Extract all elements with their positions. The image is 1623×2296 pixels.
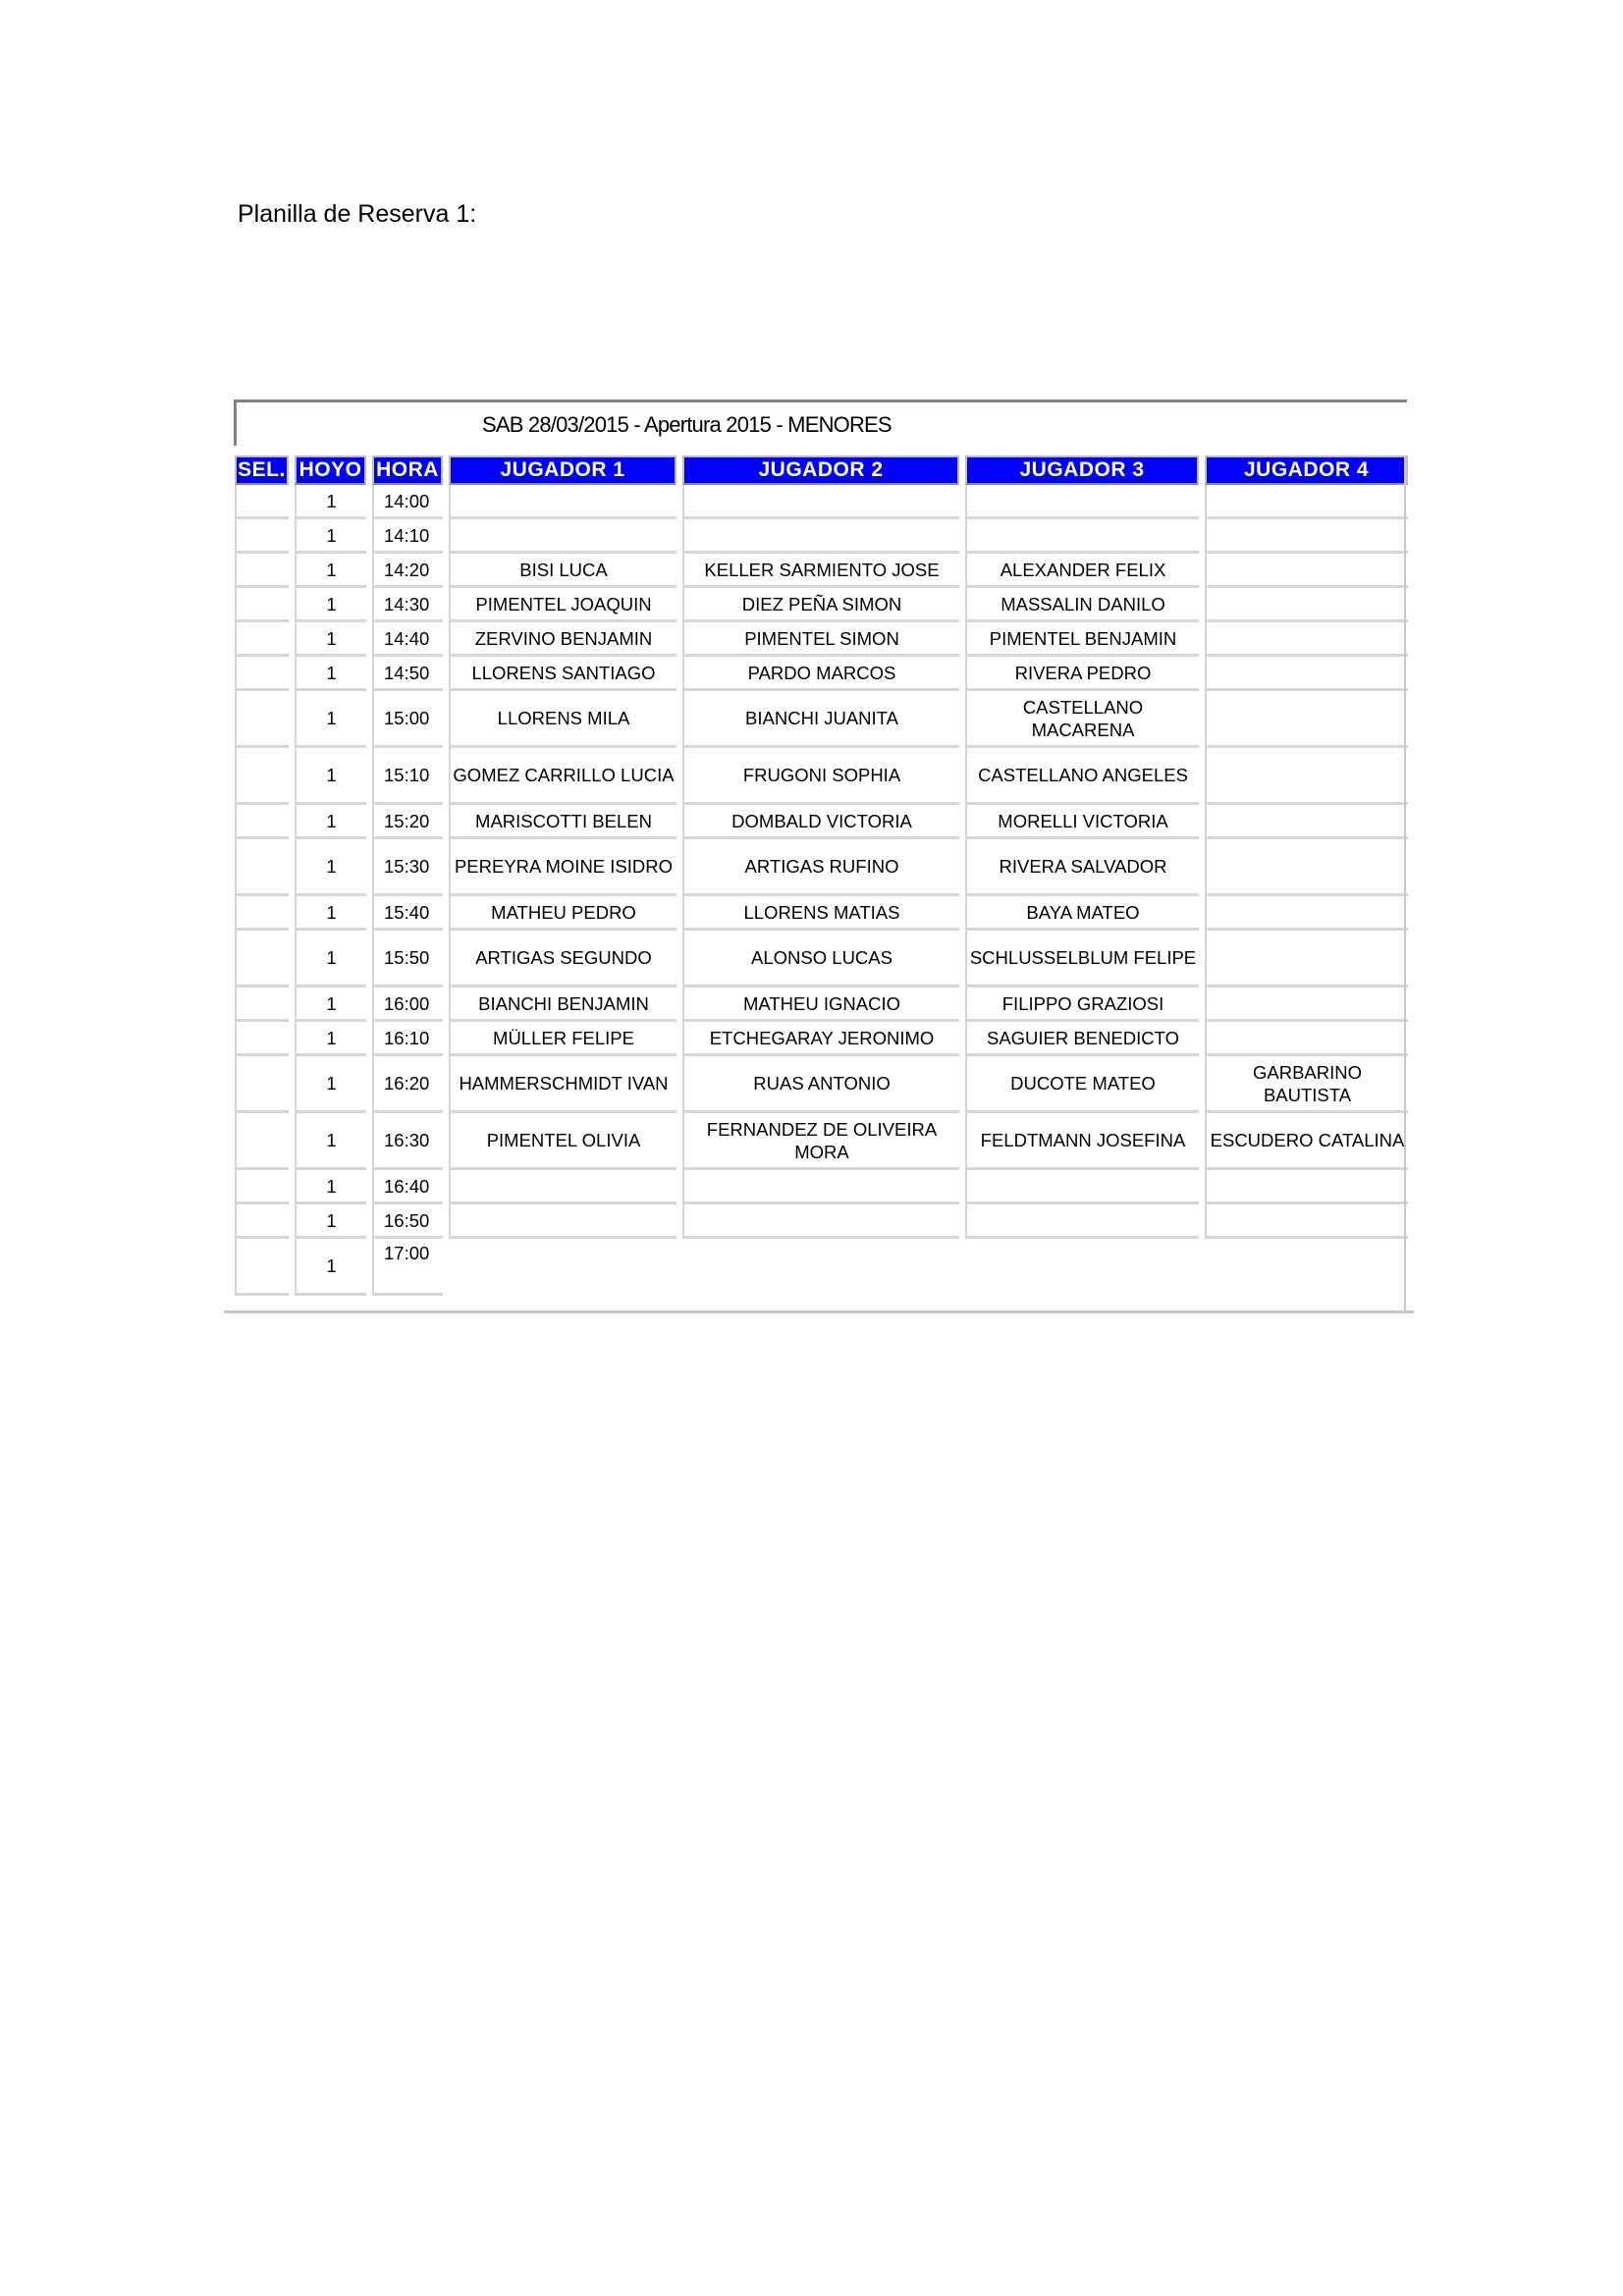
jugador-2-cell: ARTIGAS RUFINO [682, 839, 959, 896]
jugador-2-cell: PARDO MARCOS [682, 657, 959, 691]
jugador-1-cell: PIMENTEL OLIVIA [449, 1113, 676, 1170]
jugador-1-cell: BIANCHI BENJAMIN [449, 988, 676, 1022]
hora-cell: 17:00 [372, 1239, 443, 1296]
jugador-2-cell: LLORENS MATIAS [682, 896, 959, 931]
hoyo-cell: 1 [295, 1056, 366, 1113]
sel-cell[interactable] [235, 691, 289, 748]
sel-cell[interactable] [235, 1113, 289, 1170]
jugador-3-cell: FELDTMANN JOSEFINA [965, 1113, 1199, 1170]
jugador-4-cell [1205, 657, 1408, 691]
jugador-1-cell [449, 485, 676, 519]
hoyo-cell: 1 [295, 519, 366, 554]
table-row [235, 519, 1408, 554]
table-row [235, 1239, 1408, 1296]
jugador-1-cell: LLORENS MILA [449, 691, 676, 748]
jugador-4-cell [1205, 1204, 1408, 1239]
table-row [235, 485, 1408, 519]
jugador-4-cell [1205, 931, 1408, 988]
jugador-4-cell [1205, 691, 1408, 748]
header-jugador-1: JUGADOR 1 [449, 455, 676, 485]
hora-cell: 16:20 [372, 1056, 443, 1113]
hoyo-cell: 1 [295, 988, 366, 1022]
jugador-1-cell [449, 1204, 676, 1239]
hoyo-cell: 1 [295, 748, 366, 805]
table-row [235, 657, 1408, 691]
hora-cell: 16:40 [372, 1170, 443, 1204]
jugador-1-cell: ARTIGAS SEGUNDO [449, 931, 676, 988]
jugador-4-cell [1205, 622, 1408, 657]
hora-cell: 16:50 [372, 1204, 443, 1239]
jugador-2-cell: ALONSO LUCAS [682, 931, 959, 988]
jugador-3-cell: SCHLUSSELBLUM FELIPE [965, 931, 1199, 988]
table-row [235, 691, 1408, 748]
sel-cell[interactable] [235, 839, 289, 896]
jugador-3-cell: BAYA MATEO [965, 896, 1199, 931]
sel-cell[interactable] [235, 554, 289, 588]
sel-cell[interactable] [235, 622, 289, 657]
sel-cell[interactable] [235, 896, 289, 931]
hoyo-cell: 1 [295, 657, 366, 691]
hoyo-cell: 1 [295, 622, 366, 657]
sel-cell[interactable] [235, 1204, 289, 1239]
hora-cell: 16:30 [372, 1113, 443, 1170]
jugador-3-cell: SAGUIER BENEDICTO [965, 1022, 1199, 1056]
table-row [235, 1170, 1408, 1204]
jugador-4-cell [1205, 805, 1408, 839]
hora-cell: 16:10 [372, 1022, 443, 1056]
jugador-1-cell [449, 1239, 676, 1296]
jugador-2-cell [682, 1204, 959, 1239]
jugador-4-cell [1205, 485, 1408, 519]
sel-cell[interactable] [235, 1022, 289, 1056]
jugador-1-cell [449, 519, 676, 554]
sel-cell[interactable] [235, 988, 289, 1022]
jugador-3-cell: ALEXANDER FELIX [965, 554, 1199, 588]
hoyo-cell: 1 [295, 931, 366, 988]
hoyo-cell: 1 [295, 1239, 366, 1296]
jugador-3-cell: RIVERA SALVADOR [965, 839, 1199, 896]
hora-cell: 14:20 [372, 554, 443, 588]
hoyo-cell: 1 [295, 1204, 366, 1239]
sel-cell[interactable] [235, 748, 289, 805]
sel-cell[interactable] [235, 1056, 289, 1113]
jugador-3-cell [965, 1204, 1199, 1239]
jugador-3-cell [965, 1239, 1199, 1296]
table-row [235, 622, 1408, 657]
jugador-3-cell: DUCOTE MATEO [965, 1056, 1199, 1113]
jugador-2-cell: FRUGONI SOPHIA [682, 748, 959, 805]
table-row [235, 748, 1408, 805]
table-row [235, 931, 1408, 988]
sel-cell[interactable] [235, 1170, 289, 1204]
jugador-4-cell [1205, 896, 1408, 931]
jugador-2-cell: DOMBALD VICTORIA [682, 805, 959, 839]
hora-cell: 15:40 [372, 896, 443, 931]
table-row [235, 1113, 1408, 1170]
jugador-4-cell [1205, 988, 1408, 1022]
sel-cell[interactable] [235, 588, 289, 622]
hoyo-cell: 1 [295, 1113, 366, 1170]
jugador-2-cell: RUAS ANTONIO [682, 1056, 959, 1113]
reservation-sheet [224, 397, 1418, 1313]
table-row [235, 1022, 1408, 1056]
jugador-2-cell: MATHEU IGNACIO [682, 988, 959, 1022]
sel-cell[interactable] [235, 931, 289, 988]
sel-cell[interactable] [235, 519, 289, 554]
jugador-2-cell [682, 1170, 959, 1204]
jugador-2-cell: PIMENTEL SIMON [682, 622, 959, 657]
hoyo-cell: 1 [295, 805, 366, 839]
jugador-1-cell: HAMMERSCHMIDT IVAN [449, 1056, 676, 1113]
header-hoyo: HOYO [295, 455, 366, 485]
hora-cell: 15:50 [372, 931, 443, 988]
hora-cell: 15:10 [372, 748, 443, 805]
jugador-3-cell: PIMENTEL BENJAMIN [965, 622, 1199, 657]
hoyo-cell: 1 [295, 896, 366, 931]
jugador-3-cell: CASTELLANO ANGELES [965, 748, 1199, 805]
jugador-3-cell: RIVERA PEDRO [965, 657, 1199, 691]
jugador-4-cell [1205, 519, 1408, 554]
jugador-2-cell: BIANCHI JUANITA [682, 691, 959, 748]
sel-cell[interactable] [235, 805, 289, 839]
hoyo-cell: 1 [295, 1022, 366, 1056]
jugador-1-cell: PIMENTEL JOAQUIN [449, 588, 676, 622]
hora-cell: 14:50 [372, 657, 443, 691]
jugador-2-cell: KELLER SARMIENTO JOSE [682, 554, 959, 588]
jugador-4-cell: ESCUDERO CATALINA [1205, 1113, 1408, 1170]
hoyo-cell: 1 [295, 1170, 366, 1204]
jugador-3-cell [965, 519, 1199, 554]
table-row [235, 1056, 1408, 1113]
table-row [235, 839, 1408, 896]
hora-cell: 14:40 [372, 622, 443, 657]
hora-cell: 15:00 [372, 691, 443, 748]
sheet-title: SAB 28/03/2015 - Apertura 2015 - MENORES [482, 412, 892, 437]
jugador-1-cell [449, 1170, 676, 1204]
jugador-3-cell: CASTELLANO MACARENA [965, 691, 1199, 748]
hoyo-cell: 1 [295, 691, 366, 748]
jugador-2-cell [682, 485, 959, 519]
frame-bottom-border [224, 1310, 1414, 1313]
sel-cell[interactable] [235, 657, 289, 691]
hora-cell: 16:00 [372, 988, 443, 1022]
jugador-4-cell: GARBARINO BAUTISTA [1205, 1056, 1408, 1113]
jugador-4-cell [1205, 554, 1408, 588]
table-row [235, 1204, 1408, 1239]
jugador-1-cell: BISI LUCA [449, 554, 676, 588]
table-row [235, 988, 1408, 1022]
jugador-4-cell [1205, 839, 1408, 896]
jugador-1-cell: MARISCOTTI BELEN [449, 805, 676, 839]
jugador-2-cell: FERNANDEZ DE OLIVEIRA MORA [682, 1113, 959, 1170]
jugador-3-cell: MORELLI VICTORIA [965, 805, 1199, 839]
sel-cell[interactable] [235, 485, 289, 519]
hora-cell: 15:20 [372, 805, 443, 839]
table-header-row [235, 455, 1408, 485]
jugador-3-cell [965, 1170, 1199, 1204]
sheet-title-box [234, 400, 1407, 446]
jugador-4-cell [1205, 588, 1408, 622]
jugador-1-cell: PEREYRA MOINE ISIDRO [449, 839, 676, 896]
jugador-4-cell [1205, 1022, 1408, 1056]
jugador-1-cell: ZERVINO BENJAMIN [449, 622, 676, 657]
tee-time-table [229, 455, 1414, 1296]
jugador-2-cell: DIEZ PEÑA SIMON [682, 588, 959, 622]
table-row [235, 805, 1408, 839]
jugador-1-cell: LLORENS SANTIAGO [449, 657, 676, 691]
sel-cell[interactable] [235, 1239, 289, 1296]
jugador-1-cell: MÜLLER FELIPE [449, 1022, 676, 1056]
hoyo-cell: 1 [295, 588, 366, 622]
frame-right-border [1404, 455, 1406, 1312]
table-row [235, 588, 1408, 622]
jugador-4-cell [1205, 1170, 1408, 1204]
jugador-1-cell: GOMEZ CARRILLO LUCIA [449, 748, 676, 805]
jugador-2-cell [682, 1239, 959, 1296]
jugador-3-cell [965, 485, 1199, 519]
header-jugador-2: JUGADOR 2 [682, 455, 959, 485]
hora-cell: 15:30 [372, 839, 443, 896]
page-title: Planilla de Reserva 1: [238, 200, 477, 228]
header-jugador-3: JUGADOR 3 [965, 455, 1199, 485]
header-hora: HORA [372, 455, 443, 485]
jugador-4-cell [1205, 748, 1408, 805]
hora-cell: 14:00 [372, 485, 443, 519]
hoyo-cell: 1 [295, 554, 366, 588]
table-row [235, 554, 1408, 588]
hoyo-cell: 1 [295, 839, 366, 896]
header-jugador-4: JUGADOR 4 [1205, 455, 1408, 485]
hora-cell: 14:10 [372, 519, 443, 554]
jugador-2-cell [682, 519, 959, 554]
header-sel: SEL. [235, 455, 289, 485]
jugador-4-cell [1205, 1239, 1408, 1296]
hoyo-cell: 1 [295, 485, 366, 519]
jugador-3-cell: FILIPPO GRAZIOSI [965, 988, 1199, 1022]
hora-cell: 14:30 [372, 588, 443, 622]
jugador-2-cell: ETCHEGARAY JERONIMO [682, 1022, 959, 1056]
jugador-1-cell: MATHEU PEDRO [449, 896, 676, 931]
table-row [235, 896, 1408, 931]
jugador-3-cell: MASSALIN DANILO [965, 588, 1199, 622]
